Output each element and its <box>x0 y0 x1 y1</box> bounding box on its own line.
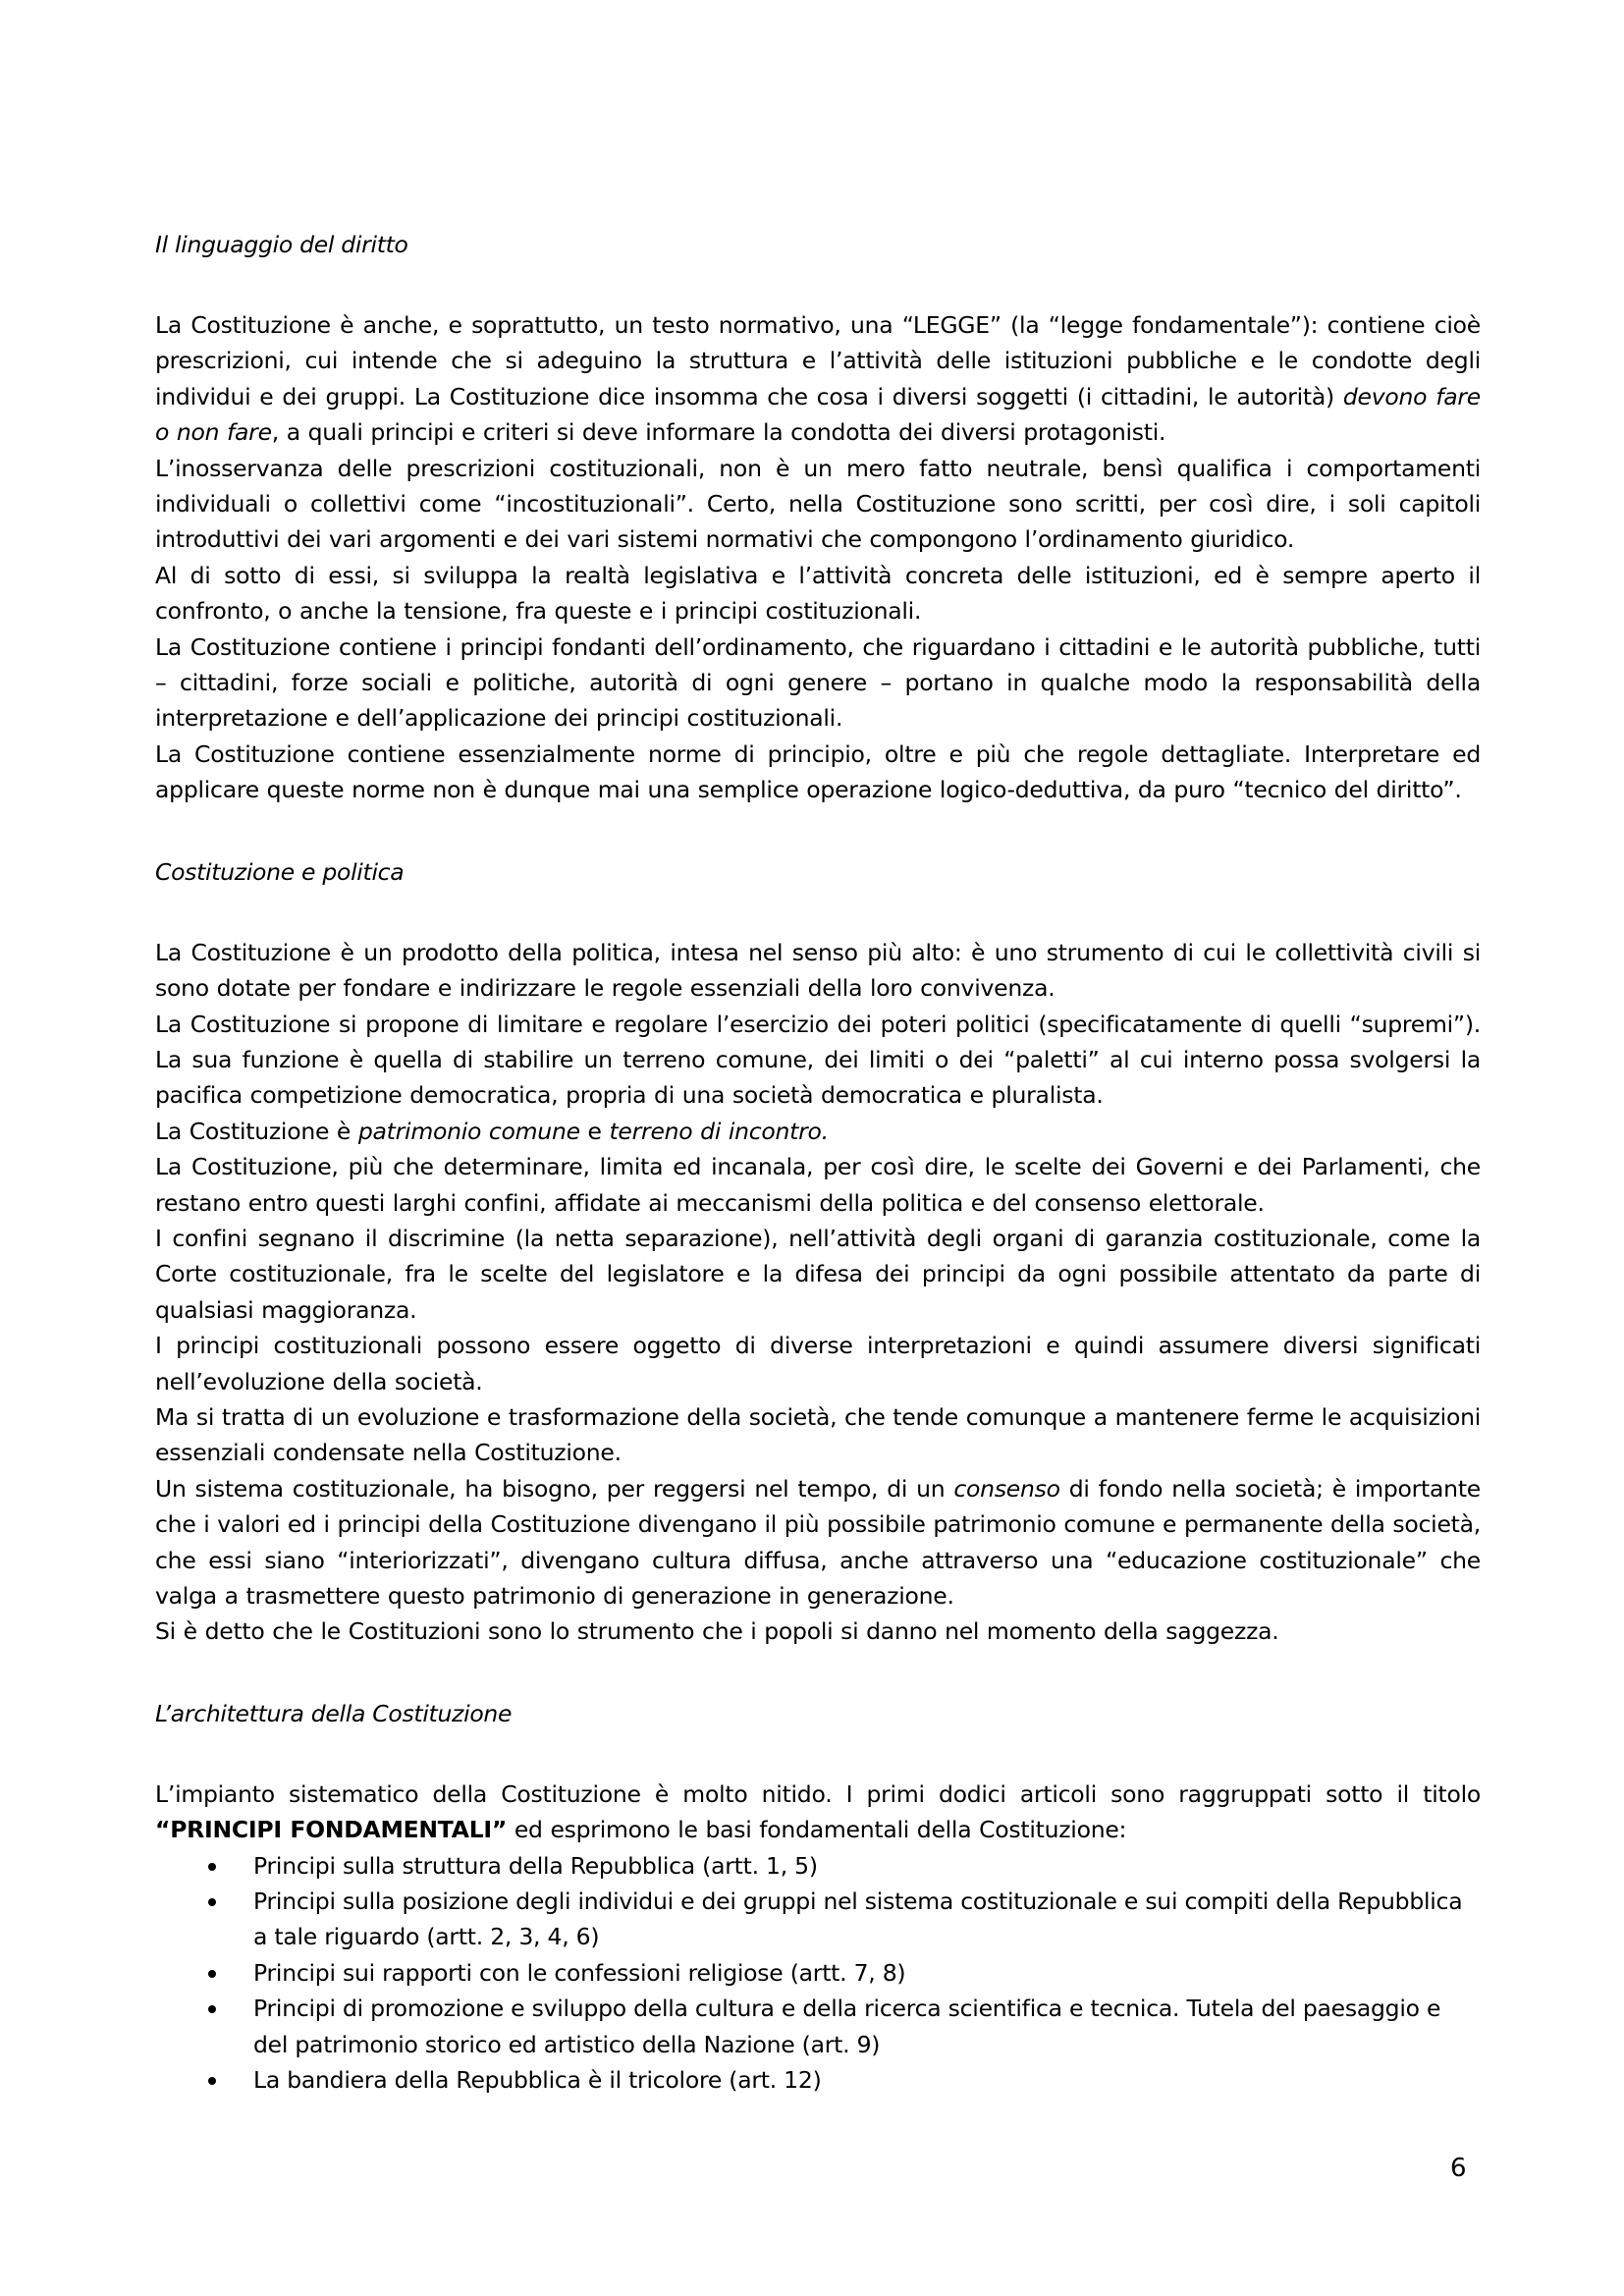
paragraph-text: La Costituzione è <box>155 1117 358 1145</box>
section-heading-politica: Costituzione e politica <box>155 857 405 886</box>
paragraph-text: e <box>579 1117 610 1145</box>
bold-title: “PRINCIPI FONDAMENTALI” <box>155 1816 508 1844</box>
paragraph <box>155 1812 1481 1847</box>
list-item <box>155 1848 1481 1884</box>
list-item <box>155 1884 1481 1955</box>
list-item-text: La bandiera della Repubblica è il tricolore (art. 12) <box>253 2066 822 2095</box>
paragraph-text: ed esprimono le basi fondamentali della Costituzione: <box>507 1816 1127 1844</box>
page-number: 6 <box>1450 2154 1467 2183</box>
paragraph: I principi costituzionali possono essere oggetto di diverse interpretazioni e quindi assumere diversi significati nell’evoluzione della società. <box>155 1332 1481 1395</box>
bullet-icon <box>208 1863 216 1871</box>
list-item-text: Principi sui rapporti con le confessioni religiose (artt. 7, 8) <box>253 1958 906 1987</box>
bullet-icon <box>208 1970 216 1978</box>
paragraph: L’impianto sistematico della Costituzione è molto nitido. I primi dodici articoli sono raggruppati sotto il titolo <box>155 1779 1481 1808</box>
emphasis-text: terreno di incontro. <box>609 1117 829 1145</box>
paragraph-text: , a quali principi e criteri si deve informare la condotta dei diversi protagonisti. <box>271 418 1166 447</box>
bullet-list <box>155 1848 1481 2099</box>
bullet-icon <box>208 2077 216 2085</box>
paragraph <box>155 1471 1481 1614</box>
list-item <box>155 2062 1481 2098</box>
paragraph-text: di fondo nella società; è importante che i valori ed i principi della Costituzione divengano il più possibile patrimonio comune e permanente della società, che essi siano “interiorizzati”, divengano cultura diffusa, anche attraverso una “educazione costituzionale” che valga a trasmettere questo patrimonio di generazione in generazione. <box>155 1474 1481 1610</box>
bullet-icon <box>208 1898 216 1906</box>
bullet-icon <box>208 2005 216 2013</box>
paragraph: Al di sotto di essi, si sviluppa la realtà legislativa e l’attività concreta delle istituzioni, ed è sempre aperto il confronto, o anche la tensione, fra queste e i principi costituzionali. <box>155 561 1481 626</box>
list-item <box>155 1955 1481 1991</box>
list-item-text: Principi di promozione e sviluppo della cultura e della ricerca scientifica e tecnica. Tutela del paesaggio e del patrimonio storico ed artistico della Nazione (art. 9) <box>253 1995 1441 2058</box>
paragraph: La Costituzione contiene essenzialmente norme di principio, oltre e più che regole dettagliate. Interpretare ed applicare queste norme non è dunque mai una semplice operazione logico-deduttiva, da puro “tecnico del diritto”. <box>155 739 1481 804</box>
section-heading-linguaggio: Il linguaggio del diritto <box>155 231 408 258</box>
paragraph: Si è detto che le Costituzioni sono lo strumento che i popoli si danno nel momento della saggezza. <box>155 1617 1279 1646</box>
paragraph: La Costituzione contiene i principi fondanti dell’ordinamento, che riguardano i cittadini e le autorità pubbliche, tutti – cittadini, forze sociali e politiche, autorità di ogni genere – portano in qualche modo la responsabilità della interpretazione e dell’applicazione dei principi costituzionali. <box>155 632 1481 733</box>
list-item <box>155 1991 1481 2062</box>
emphasis-text: patrimonio comune <box>357 1117 580 1145</box>
paragraph: La Costituzione è un prodotto della politica, intesa nel senso più alto: è uno strumento di cui le collettività civili si sono dotate per fondare e indirizzare le regole essenziali della loro convivenza. <box>155 938 1481 1003</box>
paragraph: La Costituzione, più che determinare, limita ed incanala, per così dire, le scelte dei Governi e dei Parlamenti, che restano entro questi larghi confini, affidate ai meccanismi della politica e del consenso elettorale. <box>155 1153 1481 1217</box>
paragraph: Ma si tratta di un evoluzione e trasformazione della società, che tende comunque a mantenere ferme le acquisizioni essenziali condensate nella Costituzione. <box>155 1402 1481 1467</box>
list-item-text: Principi sulla struttura della Repubblica (artt. 1, 5) <box>253 1851 818 1880</box>
page-content <box>155 228 1481 2098</box>
paragraph-text: La Costituzione è anche, e soprattutto, un testo normativo, una “LEGGE” (la “legge fondamentale”): contiene cioè prescrizioni, cui intende che si adeguino la struttura e l’attività delle istituzioni pubbliche e le condotte degli individui e dei gruppi. La Costituzione dice insomma che cosa i diversi soggetti (i cittadini, le autorità) <box>155 311 1481 410</box>
paragraph: L’inosservanza delle prescrizioni costituzionali, non è un mero fatto neutrale, bensì qualifica i comportamenti individuali o collettivi come “incostituzionali”. Certo, nella Costituzione sono scritti, per così dire, i soli capitoli introduttivi dei vari argomenti e dei vari sistemi normativi che compongono l’ordinamento giuridico. <box>155 454 1481 554</box>
paragraph: I confini segnano il discrimine (la netta separazione), nell’attività degli organi di garanzia costituzionale, come la Corte costituzionale, fra le scelte del legislatore e la difesa dei principi da ogni possibile attentato da parte di qualsiasi maggioranza. <box>155 1224 1481 1324</box>
emphasis-text: devono fare o non fare <box>155 382 1481 447</box>
list-item-text: Principi sulla posizione degli individui e dei gruppi nel sistema costituzionale e sui compiti della Repubblica a tale riguardo (artt. 2, 3, 4, 6) <box>253 1887 1463 1951</box>
section-heading-architettura: L’architettura della Costituzione <box>155 1699 513 1727</box>
paragraph <box>155 307 1481 451</box>
emphasis-text: consenso <box>953 1474 1060 1503</box>
paragraph-text: Un sistema costituzionale, ha bisogno, per reggersi nel tempo, di un <box>155 1474 954 1503</box>
paragraph: La Costituzione si propone di limitare e regolare l’esercizio dei poteri politici (specificatamente di quelli “supremi”). La sua funzione è quella di stabilire un terreno comune, dei limiti o dei “paletti” al cui interno possa svolgersi la pacifica competizione democratica, propria di una società democratica e pluralista. <box>155 1010 1481 1110</box>
paragraph <box>155 1114 1481 1149</box>
